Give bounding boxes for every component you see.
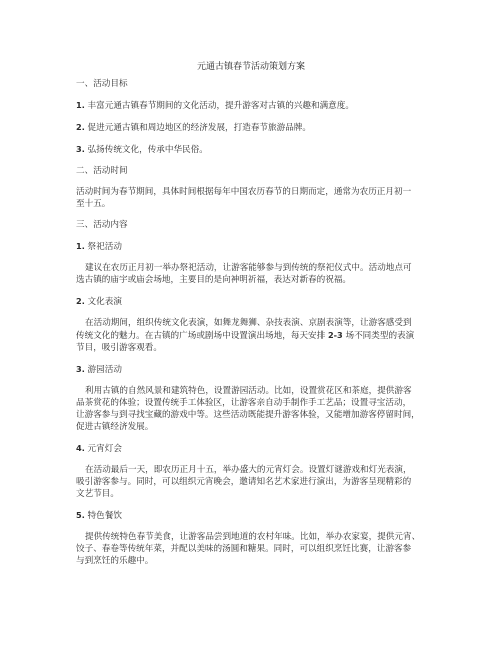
ritual-line-1: 建议在农历正月初一举办祭祀活动，让游客能够参与到传统的祭祀仪式中。活动地点可: [85, 263, 412, 273]
section-heading-goal: 一、活动目标: [76, 79, 128, 89]
food-line-1: 提供传统特色春节美食，让游客品尝到地道的农村年味。比如，举办农家宴，提供元宵、: [85, 532, 421, 542]
subsection-title-food: [76, 509, 436, 522]
goal-item-1-text: 丰富元通古镇春节期间的文化活动，提升游客对古镇的兴趣和满意度。: [87, 101, 354, 111]
performance-line-2: [76, 329, 436, 342]
goal-item-1: [76, 99, 436, 112]
lantern-line-1: 在活动最后一天，即农历正月十五，举办盛大的元宵灯会。设置灯谜游戏和灯光表演，: [85, 465, 412, 475]
food-line-3: 与到烹饪的乐趣中。: [76, 556, 154, 566]
goal-item-2: [76, 121, 436, 134]
performance-line-2c: 场不同类型的表演: [342, 331, 415, 341]
garden-line-1: 利用古镇的自然风景和建筑特色，设置游园活动。比如，设置赏花区和茶庭，提供游客: [85, 386, 412, 396]
subsection-performance-title: 文化表演: [87, 297, 122, 307]
lantern-line-3: 文艺节目。: [76, 489, 119, 499]
subsection-ritual-title: 祭祀活动: [87, 242, 122, 252]
food-line-2: 饺子、春卷等传统年菜，并配以美味的汤圆和糖果。同时，可以组织烹饪比赛，让游客参: [76, 544, 412, 554]
ritual-line-2: 选古镇的庙宇或庙会场地，主要目的是向神明祈福，表达对新春的祝福。: [76, 275, 352, 285]
time-line-2: 至十五。: [76, 199, 111, 209]
time-line-1: 活动时间为春节期间，具体时间根据每年中国农历春节的日期而定，通常为农历正月初一: [76, 187, 412, 197]
subsection-ritual-num: 1.: [76, 241, 85, 251]
performance-line-2a: 传统文化的魅力。在古镇的广场或剧场中设置演出场地，每天安排: [76, 331, 328, 341]
subsection-food-title: 特色餐饮: [87, 511, 122, 521]
subsection-lantern-title: 元宵灯会: [87, 444, 122, 454]
subsection-food-num: 5.: [76, 510, 85, 520]
goal-item-2-text: 促进元通古镇和周边地区的经济发展，打造春节旅游品牌。: [87, 123, 311, 133]
subsection-title-ritual: [76, 240, 436, 253]
document-title: 元通古镇春节活动策划方案: [196, 62, 305, 72]
subsection-garden-num: 3.: [76, 364, 85, 374]
section-heading-time: 二、活动时间: [76, 166, 128, 176]
subsection-title-lantern: [76, 442, 436, 455]
garden-line-4: 促进古镇经济发展。: [76, 422, 154, 432]
goal-item-3: [76, 143, 436, 156]
performance-count: 2-3: [327, 330, 343, 340]
performance-line-3: 节目，吸引游客观看。: [76, 343, 162, 353]
performance-line-1: 在活动期间，组织传统文化表演，如舞龙舞狮、杂技表演、京剧表演等，让游客感受到: [85, 318, 412, 328]
subsection-title-performance: [76, 295, 436, 308]
goal-item-2-num: 2.: [76, 122, 85, 132]
document-body: [76, 78, 436, 567]
garden-line-3: 让游客参与到寻找宝藏的游戏中等。这些活动既能提升游客体验，又能增加游客停留时间，: [76, 410, 420, 420]
subsection-garden-title: 游园活动: [87, 365, 122, 375]
subsection-performance-num: 2.: [76, 296, 85, 306]
subsection-title-garden: [76, 363, 436, 376]
garden-line-2: 品茶赏花的体验；设置传统手工体验区，让游客亲自动手制作手工艺品；设置寻宝活动，: [76, 398, 412, 408]
goal-item-3-text: 弘扬传统文化，传承中华民俗。: [87, 145, 208, 155]
section-heading-content: 三、活动内容: [76, 220, 128, 230]
goal-item-1-num: 1.: [76, 100, 85, 110]
subsection-lantern-num: 4.: [76, 443, 85, 453]
lantern-line-2: 吸引游客参与。同时，可以组织元宵晚会，邀请知名艺术家进行演出，为游客呈现精彩的: [76, 477, 412, 487]
goal-item-3-num: 3.: [76, 144, 85, 154]
